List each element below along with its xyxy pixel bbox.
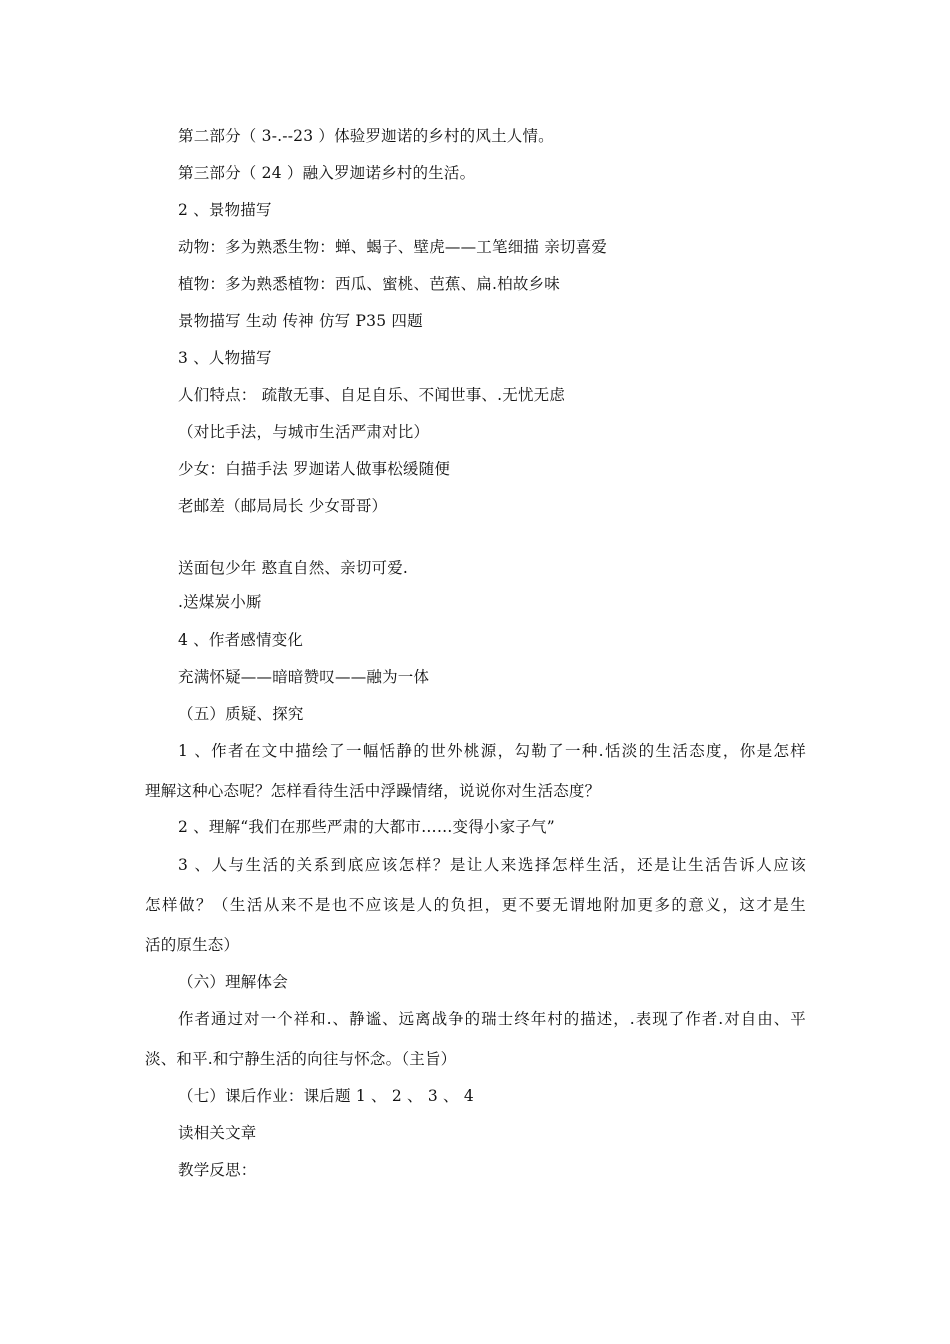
text-line: 少女：白描手法 罗迦诺人做事松缓随便 bbox=[178, 460, 451, 478]
text-line: 送面包少年 憨直自然、亲切可爱. bbox=[178, 559, 409, 577]
section-heading: （七）课后作业：课后题 1 、 2 、 3 、 4 bbox=[178, 1087, 474, 1105]
text-line: 充满怀疑——暗暗赞叹——融为一体 bbox=[178, 668, 430, 686]
paragraph-line: 1 、作者在文中描绘了一幅恬静的世外桃源，勾勒了一种.恬淡的生活态度，你是怎样 bbox=[178, 742, 806, 760]
section-heading: （六）理解体会 bbox=[178, 973, 288, 991]
paragraph-line: 淡、和平.和宁静生活的向往与怀念。（主旨） bbox=[145, 1050, 457, 1068]
text-line: 第二部分（ 3-.--23 ）体验罗迦诺的乡村的风土人情。 bbox=[178, 127, 554, 145]
text-line: 读相关文章 bbox=[178, 1124, 257, 1142]
text-line: 人们特点： 疏散无事、自足自乐、不闻世事、.无忧无虑 bbox=[178, 386, 566, 404]
text-line: 第三部分（ 24 ）融入罗迦诺乡村的生活。 bbox=[178, 164, 476, 182]
text-line: 景物描写 生动 传神 仿写 P35 四题 bbox=[178, 312, 423, 330]
text-line: 植物：多为熟悉植物：西瓜、蜜桃、芭蕉、扁.柏故乡味 bbox=[178, 275, 560, 293]
section-heading: （五）质疑、探究 bbox=[178, 705, 304, 723]
paragraph-line: 理解这种心态呢？怎样看待生活中浮躁情绪，说说你对生活态度？ bbox=[145, 782, 601, 800]
paragraph-line: 活的原生态） bbox=[145, 936, 240, 954]
section-heading: 4 、作者感情变化 bbox=[178, 631, 304, 649]
paragraph-line: 作者通过对一个祥和.、静谧、远离战争的瑞士终年村的描述，.表现了作者.对自由、平 bbox=[178, 1010, 806, 1028]
section-heading: 3 、人物描写 bbox=[178, 349, 272, 367]
text-line: 2 、理解“我们在那些严肃的大都市……变得小家子气” bbox=[178, 818, 555, 836]
paragraph-line: 3 、人与生活的关系到底应该怎样？是让人来选择怎样生活，还是让生活告诉人应该 bbox=[178, 856, 806, 874]
text-line: 教学反思： bbox=[178, 1161, 257, 1179]
section-heading: 2 、景物描写 bbox=[178, 201, 272, 219]
paragraph-line: 怎样做？（生活从来不是也不应该是人的负担，更不要无谓地附加更多的意义，这才是生 bbox=[145, 896, 806, 914]
text-line: 老邮差（邮局局长 少女哥哥） bbox=[178, 497, 388, 515]
text-line: 动物：多为熟悉生物：蝉、蝎子、壁虎——工笔细描 亲切喜爱 bbox=[178, 238, 608, 256]
text-line: （对比手法，与城市生活严肃对比） bbox=[178, 423, 430, 441]
text-line: .送煤炭小厮 bbox=[178, 593, 262, 611]
